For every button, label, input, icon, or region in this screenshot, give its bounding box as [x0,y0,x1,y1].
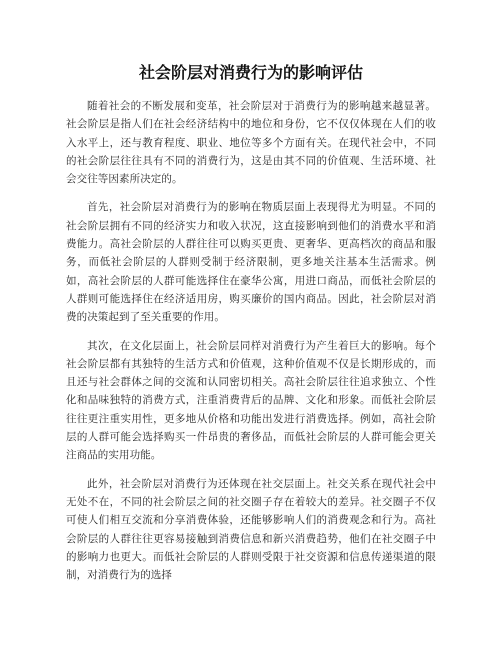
paragraph-cultural-level: 其次，在文化层面上，社会阶层同样对消费行为产生着巨大的影响。每个社会阶层都有其独特的生活方式和价值观，这种价值观不仅是长期形成的，而且还与社会群体之间的交流和认同密切相关。高社会阶层往往追求独立、个性化和品味独特的消费方式，注重消费背后的品牌、文化和形象。而低社会阶层往往更注重实用性，更多地从价格和功能出发进行消费选择。例如，高社会阶层的人群可能会选择购买一件昂贵的奢侈品，而低社会阶层的人群可能会更关注商品的实用功能。 [66,339,436,462]
document-title: 社会阶层对消费行为的影响评估 [138,63,363,82]
paragraph-social-level: 此外，社会阶层对消费行为还体现在社交层面上。社交关系在现代社会中无处不在，不同的社会阶层之间的社交圈子存在着较大的差异。社交圈子不仅可使人们相互交流和分享消费体验，还能够影响人们的消费观念和行为。高社会阶层的人群往往更容易接触到消费信息和新兴消费趋势，他们在社交圈子中的影响力也更大。而低社会阶层的人群则受限于社交资源和信息传递渠道的限制，对消费行为的选择 [66,477,436,582]
paragraph-material-level: 首先，社会阶层对消费行为的影响在物质层面上表现得尤为明显。不同的社会阶层拥有不同的经济实力和收入状况，这直接影响到他们的消费水平和消费能力。高社会阶层的人群往往可以购买更贵、更奢华、更高档次的商品和服务，而低社会阶层的人群则受制于经济限制，更多地关注基本生活需求。例如，高社会阶层的人群可能选择住在豪华公寓，用进口商品，而低社会阶层的人群则可能选择住在经济适用房，购买廉价的国内商品。因此，社会阶层对消费的决策起到了至关重要的作用。 [66,201,436,324]
paragraph-intro: 随着社会的不断发展和变革，社会阶层对于消费行为的影响越来越显著。社会阶层是指人们在社会经济结构中的地位和身份，它不仅仅体现在人们的收入水平上，还与教育程度、职业、地位等多个方面有关。在现代社会中，不同的社会阶层往往具有不同的消费行为，这是由其不同的价值观、生活环境、社会交往等因素所决定的。 [66,100,436,186]
document-body [66,97,436,594]
